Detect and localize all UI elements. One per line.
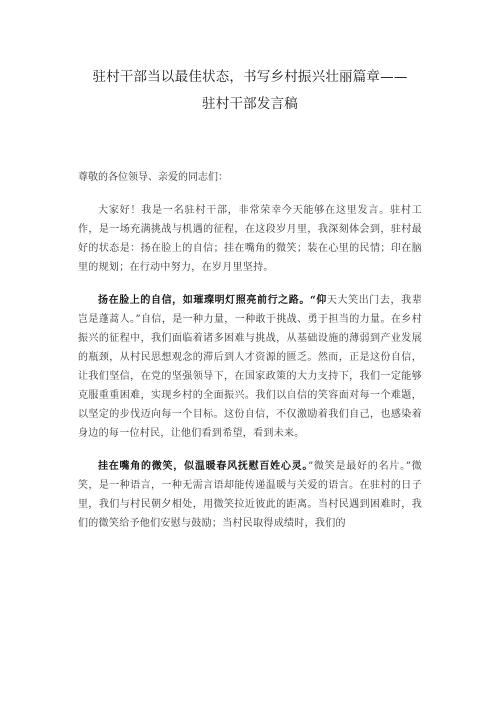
greeting: 尊敬的各位领导、亲爱的同志们： [78,172,228,183]
paragraph-2-text: 天大笑出门去，我辈岂是蓬蒿人。”自信，是一种力量，一种敢于挑战、勇于担当的力量。在乡村振兴的征程中，我们面临着诸多困难与挑战，从基础设施的薄弱到产业发展的瓶颈，从村民思想观念的滞后到人才资源的匮乏。然而，正是这份自信，让我们坚信，在党的坚强领导下，在国家政策的大力支持下，我们一定能够克服重重困难，实现乡村的全面振兴。我们以自信的笑容面对每一个难题，以坚定的步伐迈向每一个目标。这份自信，不仅激励着我们自己，也感染着身边的每一位村民，让他们看到希望，看到未来。 [78,295,422,439]
document-title [78,64,422,118]
paragraph-3 [78,457,422,533]
paragraph-2-lead: 扬在脸上的自信，如璀璨明灯照亮前行之路。“仰 [98,295,327,306]
paragraph-2 [78,291,422,443]
title-line-2: 驻村干部发言稿 [202,96,298,112]
paragraph-1-text: 大家好！我是一名驻村干部，非常荣幸今天能够在这里发言。驻村工作，是一场充满挑战与机遇的征程，在这段岁月里，我深刻体会到，驻村最好的状态是：扬在脸上的自信；挂在嘴角的微笑；装在心里的民情；印在脑里的规划；在行动中努力，在岁月里坚持。 [78,205,422,273]
title-line-1: 驻村干部当以最佳状态，书写乡村振兴壮丽篇章—— [92,69,408,85]
paragraph-1 [78,201,422,277]
paragraph-3-lead: 挂在嘴角的微笑，似温暖春风抚慰百姓心灵。 [98,461,309,472]
paragraph-3-text: ”微笑是最好的名片。”微笑，是一种语言，一种无需言语却能传递温暖与关爱的语言。在驻村的日子里，我们与村民朝夕相处，用微笑拉近彼此的距离。当村民遇到困难时，我们的微笑给予他们安慰与鼓励；当村民取得成绩时，我们的 [78,461,423,529]
